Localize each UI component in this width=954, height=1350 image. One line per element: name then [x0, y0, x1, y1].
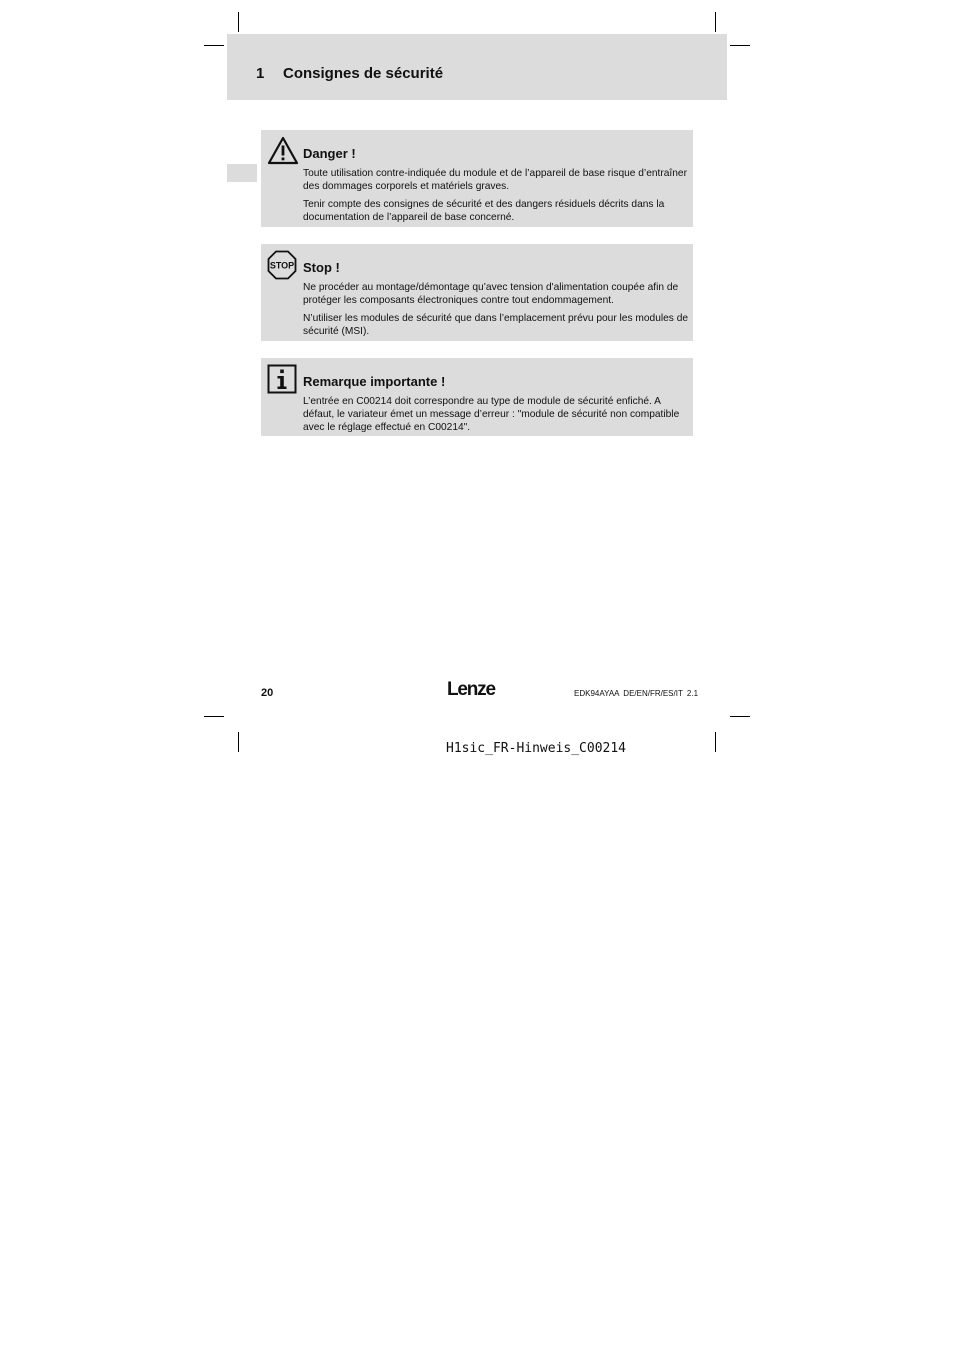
- crop-mark: [238, 12, 239, 32]
- note-paragraph: N’utiliser les modules de sécurité que dans l’emplacement prévu pour les modules de sécurité (MSI).: [303, 313, 689, 337]
- page-number: 20: [261, 687, 274, 699]
- info-icon: [267, 364, 297, 394]
- note-body: [303, 167, 689, 229]
- chapter-title: Consignes de sécurité: [283, 65, 444, 82]
- stop-sign-icon: [267, 250, 297, 280]
- note-paragraph: Ne procéder au montage/démontage qu’avec tension d'alimentation coupée afin de protéger les composants électroniques contre tout endommagement.: [303, 282, 679, 306]
- note-title: Remarque importante !: [303, 374, 446, 389]
- side-tab-marker: [227, 164, 257, 182]
- note-title: Danger !: [303, 146, 356, 161]
- danger-note: [261, 130, 693, 227]
- crop-mark: [204, 716, 224, 717]
- crop-mark: [730, 716, 750, 717]
- chapter-heading: [256, 65, 443, 82]
- note-paragraph: L’entrée en C00214 doit correspondre au type de module de sécurité enfiché. A défaut, le variateur émet un message d’erreur : "module de sécurité non compatible avec le réglage effectué en C00214".: [303, 396, 680, 433]
- note-body: [303, 281, 689, 343]
- note-body: [303, 395, 689, 439]
- crop-mark: [715, 12, 716, 32]
- note-title: Stop !: [303, 260, 340, 275]
- document-reference: EDK94AYAA DE/EN/FR/ES/IT 2.1: [574, 689, 699, 698]
- stop-sign-text: STOP: [269, 260, 295, 271]
- note-paragraph: Tenir compte des consignes de sécurité et des dangers résiduels décrits dans la documentation de l’appareil de base concerné.: [303, 199, 665, 223]
- crop-mark: [730, 45, 750, 46]
- crop-mark: [238, 732, 239, 752]
- crop-mark: [204, 45, 224, 46]
- important-note: [261, 358, 693, 436]
- warning-triangle-icon: [267, 136, 297, 166]
- chapter-number: 1: [256, 65, 265, 82]
- file-label: H1sic_FR-Hinweis_C00214: [446, 741, 627, 756]
- stop-note: [261, 244, 693, 341]
- crop-mark: [715, 732, 716, 752]
- note-paragraph: Toute utilisation contre-indiquée du module et de l’appareil de base risque d’entraîner des dommages corporels et matériels graves.: [303, 168, 687, 192]
- lenze-logo: Lenze: [447, 679, 495, 700]
